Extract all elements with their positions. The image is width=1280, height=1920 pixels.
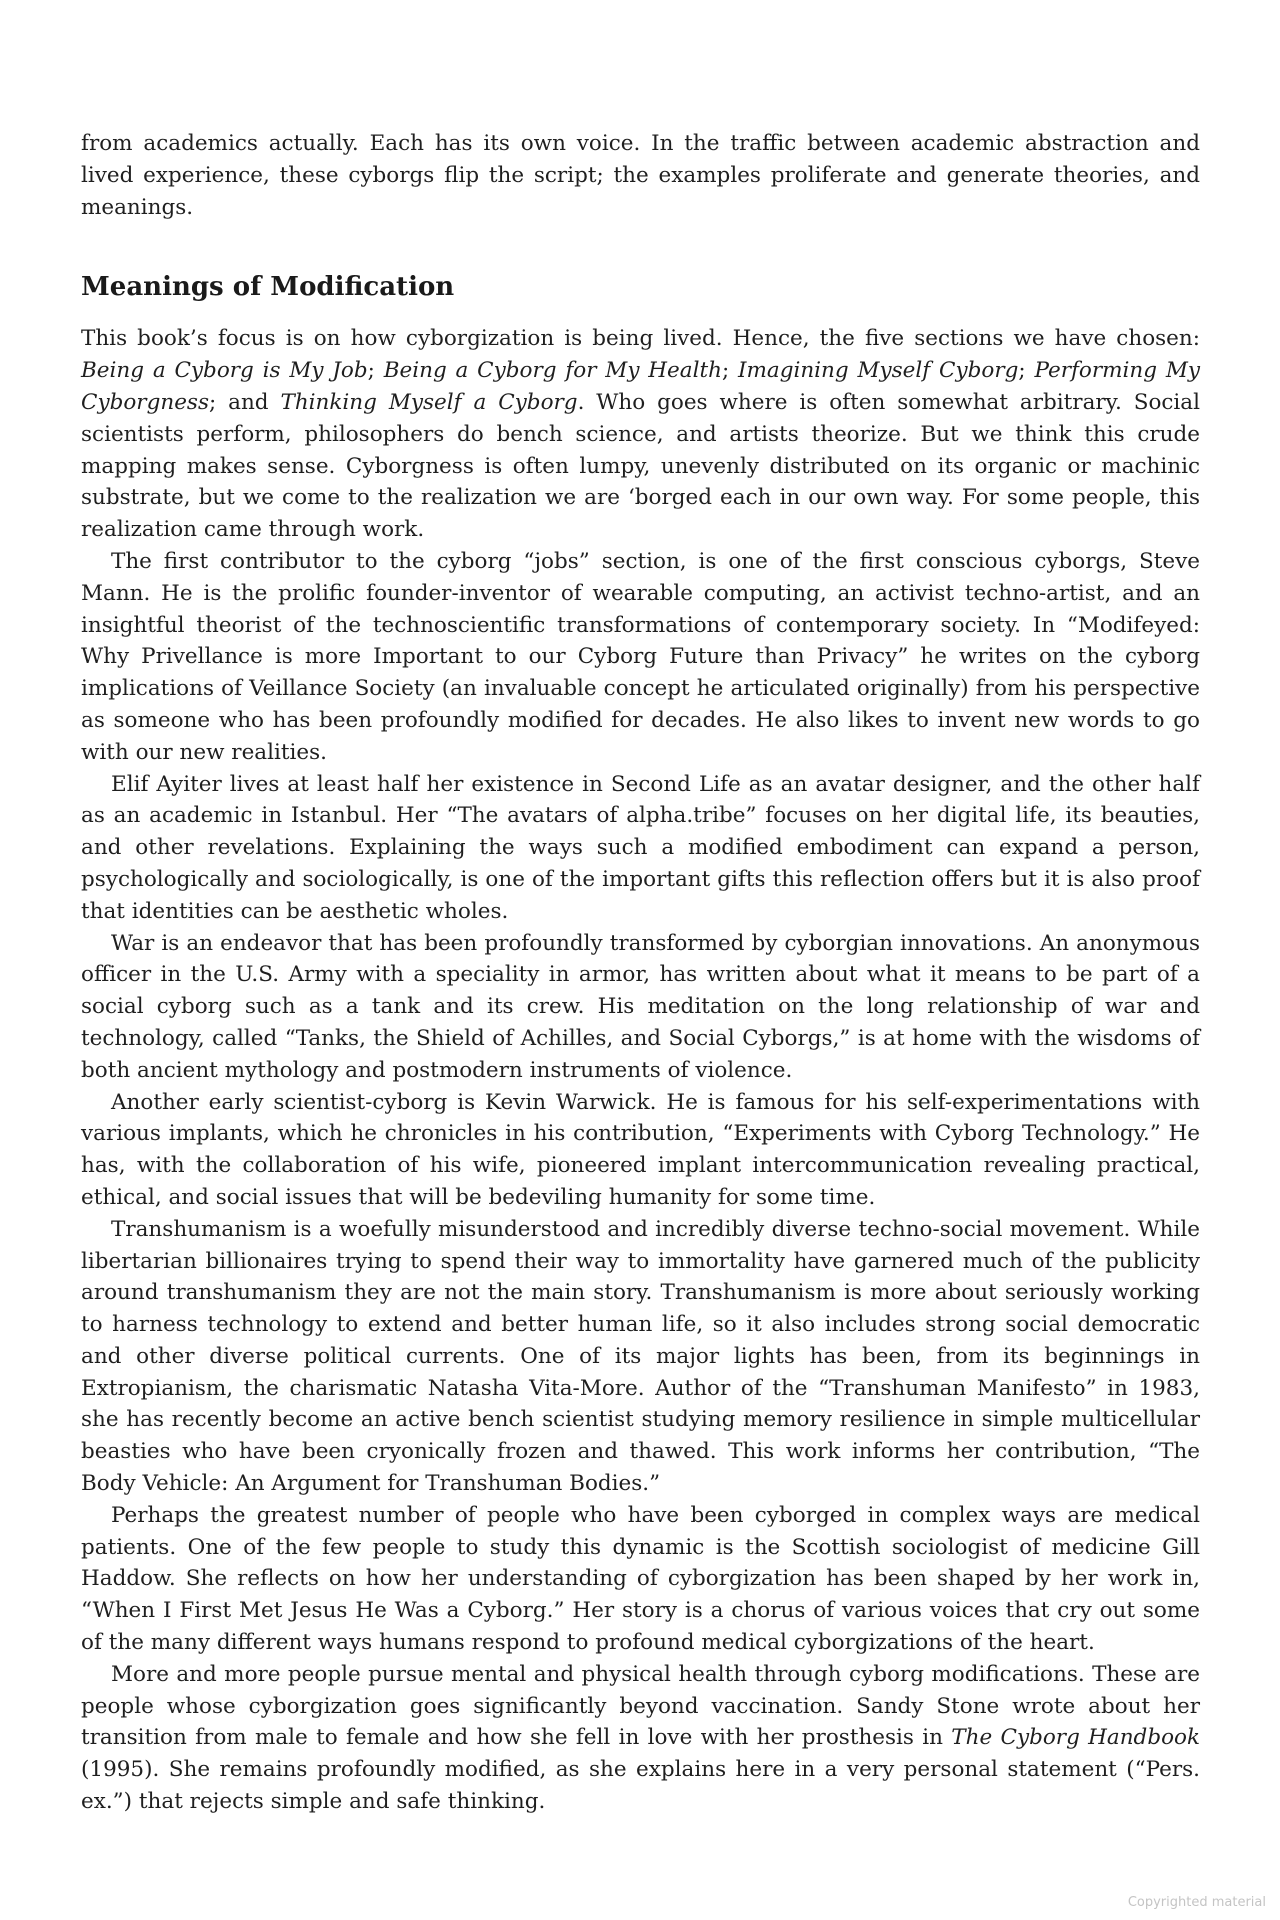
text-run: More and more people pursue mental and physical health through cyborg modifications. These are people whose cyborgization goes significantly beyond vaccination. Sandy Stone wrote about her transition from male to female and how she fell in love with her prosthesis in [81, 1661, 1200, 1751]
text-run: This book’s focus is on how cyborgization is being lived. Hence, the five sections we have chosen: [81, 326, 1200, 352]
section-title-job: Being a Cyborg is My Job [81, 358, 368, 384]
intro-paragraph: from academics actually. Each has its own voice. In the traffic between academic abstraction and lived experience, these cyborgs flip the script; the examples proliferate and generate theories, and meanings. [81, 131, 1200, 220]
section-title-thinking: Thinking Myself a Cyborg [280, 389, 578, 415]
text-run: ; and [208, 389, 281, 415]
paragraph-sandy-stone [81, 1659, 1200, 1818]
paragraph-steve-mann: The first contributor to the cyborg “jobs” section, is one of the first conscious cyborgs, Steve Mann. He is the prolific founder-inventor of wearable computing, an activist techno-artist, and an insightful theorist of the technoscientific transformations of contemporary society. In “Modifeyed: Why Privellance is more Important to our Cyborg Future than Privacy” he writes on the cyborg implications of Veillance Society (an invaluable concept he articulated originally) from his perspective as someone who has been profoundly modified for decades. He also likes to invent new words to go with our new realities. [81, 548, 1200, 765]
paragraph-gill-haddow: Perhaps the greatest number of people who have been cyborged in complex ways are medical patients. One of the few people to study this dynamic is the Scottish sociologist of medicine Gill Haddow. She reflects on how her understanding of cyborgization has been shaped by her work in, “When I First Met Jesus He Was a Cyborg.” Her story is a chorus of various voices that cry out some of the many different ways humans respond to profound medical cyborgizations of the heart. [81, 1502, 1200, 1656]
text-run: ; [367, 358, 384, 384]
paragraph-sections-overview [81, 323, 1200, 546]
section-heading: Meanings of Modification [81, 272, 455, 303]
book-title-cyborg-handbook: The Cyborg Handbook [951, 1725, 1201, 1751]
paragraph-elif-ayiter: Elif Ayiter lives at least half her existence in Second Life as an avatar designer, and the other half as an academic in Istanbul. Her “The avatars of alpha.tribe” focuses on her digital life, its beauties, and other revelations. Explaining the ways such a modified embodiment can expand a person, psychologically and sociologically, is one of the important gifts this reflection offers but it is also proof that identities can be aesthetic wholes. [81, 771, 1200, 924]
section-title-performing: Performing My Cyborgness [81, 358, 1200, 415]
text-run: . Who goes where is often somewhat arbitrary. Social scientists perform, philosophers do bench science, and artists theorize. But we think this crude mapping makes sense. Cyborgness is often lumpy, unevenly distributed on its organic or machinic substrate, but we come to the realization we are ‘borged each in our own way. For some people, this realization came through work. [81, 389, 1200, 543]
book-page [81, 128, 1200, 1818]
text-run: ; [721, 358, 738, 384]
paragraph-kevin-warwick: Another early scientist-cyborg is Kevin Warwick. He is famous for his self-experimentations with various implants, which he chronicles in his contribution, “Experiments with Cyborg Technology.” He has, with the collaboration of his wife, pioneered implant intercommunication revealing practical, ethical, and social issues that will be bedeviling humanity for some time. [81, 1089, 1200, 1210]
section-title-health: Being a Cyborg for My Health [383, 358, 722, 384]
paragraph-transhumanism: Transhumanism is a woefully misunderstood and incredibly diverse techno-social movement. While libertarian billionaires trying to spend their way to immortality have garnered much of the publicity around transhumanism they are not the main story. Transhumanism is more about seriously working to harness technology to extend and better human life, so it also includes strong social democratic and other diverse political currents. One of its major lights has been, from its beginnings in Extropianism, the charismatic Natasha Vita-More. Author of the “Transhuman Manifesto” in 1983, she has recently become an active bench scientist studying memory resilience in simple multicellular beasties who have been cryonically frozen and thawed. This work informs her contribution, “The Body Vehicle: An Argument for Transhuman Bodies.” [81, 1216, 1200, 1497]
paragraph-anonymous-officer: War is an endeavor that has been profoundly transformed by cyborgian innovations. An anonymous officer in the U.S. Army with a speciality in armor, has written about what it means to be part of a social cyborg such as a tank and its crew. His meditation on the long relationship of war and technology, called “Tanks, the Shield of Achilles, and Social Cyborgs,” is at home with the wisdoms of both ancient mythology and postmodern instruments of violence. [81, 930, 1200, 1083]
text-run: ; [1018, 358, 1035, 384]
copyright-watermark: Copyrighted material [1127, 1895, 1266, 1910]
text-run: (1995). She remains profoundly modified, as she explains here in a very personal statement (“Pers. ex.”) that rejects simple and safe thinking. [81, 1757, 1200, 1815]
section-title-imagining: Imagining Myself Cyborg [738, 358, 1019, 384]
